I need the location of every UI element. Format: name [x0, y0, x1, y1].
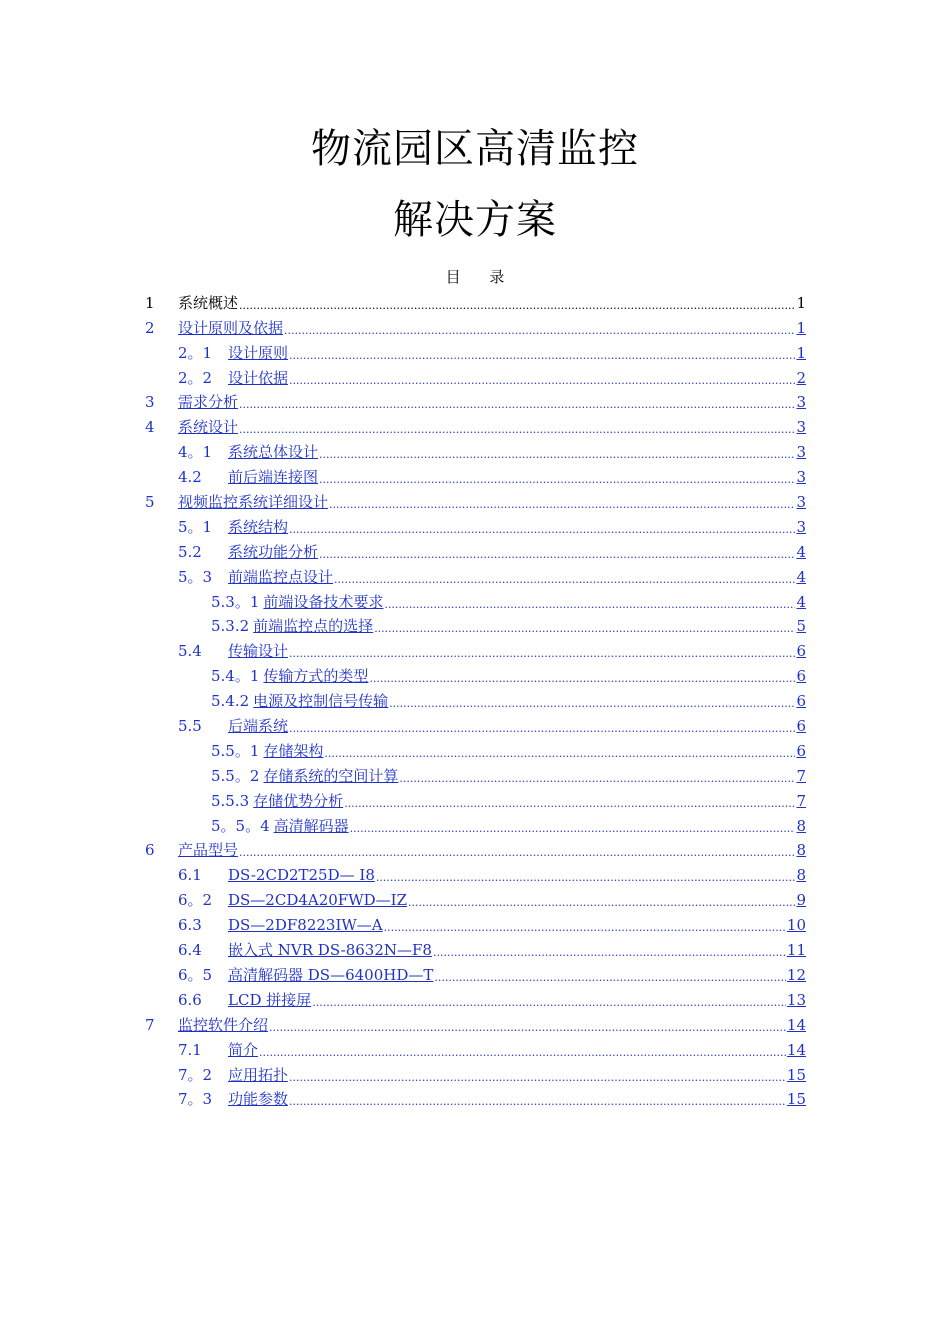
toc-entry-number: 5。5。4: [211, 816, 270, 835]
toc-entry-page-number: 14: [786, 1040, 806, 1059]
toc-entry-number: 6.4: [178, 941, 202, 960]
toc-entry[interactable]: [145, 340, 806, 365]
toc-dot-leader: [334, 567, 795, 587]
toc-heading: 目 录: [445, 268, 517, 286]
toc-entry[interactable]: [145, 987, 806, 1012]
toc-entry-number: 5.4。1: [211, 667, 260, 686]
toc-entry-number: 5.2: [178, 542, 202, 561]
toc-entry-title: 监控软件介绍: [178, 1015, 269, 1034]
toc-entry-page-number: 4: [796, 542, 806, 561]
toc-entry-title: 设计依据: [228, 368, 289, 387]
toc-dot-leader: [384, 592, 795, 612]
toc-entry-page-number: 4: [796, 592, 806, 611]
toc-dot-leader: [239, 840, 795, 860]
toc-entry-title: 系统功能分析: [228, 542, 319, 561]
toc-dot-leader: [433, 940, 786, 960]
toc-entry-number: 4: [145, 418, 155, 437]
toc-entry-number: 5.5。2: [211, 766, 260, 785]
toc-entry[interactable]: [145, 414, 806, 439]
toc-entry-page-number: 6: [796, 667, 806, 686]
toc-entry-page-number: 8: [796, 866, 806, 885]
toc-entry-number: 4.2: [178, 468, 202, 487]
toc-entry-page-number: 7: [796, 766, 806, 785]
toc-entry-page-number: 3: [796, 468, 806, 487]
toc-entry[interactable]: [145, 862, 806, 887]
toc-entry[interactable]: [145, 365, 806, 390]
table-of-contents: [145, 290, 806, 1111]
toc-entry-title: 系统概述: [178, 293, 239, 312]
toc-entry-title: 电源及控制信号传输: [253, 692, 389, 711]
toc-dot-leader: [289, 368, 795, 388]
toc-entry-title: DS—2DF8223IW—A: [228, 916, 383, 935]
toc-entry-title: DS-2CD2T25D— I8: [228, 866, 375, 885]
toc-entry-number: 5.5.3: [211, 791, 250, 810]
toc-entry[interactable]: [145, 564, 806, 589]
toc-entry[interactable]: [145, 390, 806, 415]
toc-dot-leader: [239, 417, 795, 437]
toc-entry-page-number: 1: [796, 343, 806, 362]
toc-entry-number: 5.3。1: [211, 592, 260, 611]
toc-entry[interactable]: [145, 1037, 806, 1062]
toc-dot-leader: [408, 890, 795, 910]
toc-entry[interactable]: [145, 788, 806, 813]
toc-entry-page-number: 6: [796, 741, 806, 760]
toc-entry-page-number: 3: [796, 517, 806, 536]
toc-entry-title: 需求分析: [178, 393, 239, 412]
toc-dot-leader: [389, 691, 795, 711]
toc-entry-title: 前后端连接图: [228, 468, 319, 487]
toc-entry[interactable]: [145, 1062, 806, 1087]
toc-entry-title: 简介: [228, 1040, 259, 1059]
toc-entry[interactable]: [145, 688, 806, 713]
toc-entry[interactable]: [145, 614, 806, 639]
toc-entry-number: 5。3: [178, 567, 213, 586]
toc-entry-page-number: 2: [796, 368, 806, 387]
toc-entry-number: 5.3.2: [211, 617, 250, 636]
toc-entry[interactable]: [145, 464, 806, 489]
toc-dot-leader: [384, 915, 786, 935]
toc-entry-number: 7。2: [178, 1065, 213, 1084]
toc-entry[interactable]: [145, 489, 806, 514]
document-title-line2: 解决方案: [393, 197, 557, 243]
toc-entry-number: 6。2: [178, 891, 213, 910]
toc-entry[interactable]: [145, 763, 806, 788]
toc-entry[interactable]: [145, 738, 806, 763]
toc-entry-title: 存储系统的空间计算: [263, 766, 399, 785]
toc-dot-leader: [289, 1065, 786, 1085]
toc-entry: [145, 290, 806, 315]
document-title-line1: 物流园区高清监控: [311, 126, 639, 172]
toc-entry-number: 6.6: [178, 990, 202, 1009]
toc-entry-page-number: 7: [796, 791, 806, 810]
toc-dot-leader: [324, 741, 795, 761]
toc-dot-leader: [269, 1015, 786, 1035]
toc-entry-number: 2: [145, 318, 155, 337]
toc-entry-title: 前端监控点的选择: [253, 617, 374, 636]
toc-dot-leader: [369, 666, 795, 686]
toc-entry-page-number: 3: [796, 393, 806, 412]
toc-dot-leader: [239, 392, 795, 412]
toc-entry[interactable]: [145, 1087, 806, 1112]
toc-dot-leader: [289, 641, 795, 661]
toc-entry-number: 3: [145, 393, 155, 412]
toc-entry-title: 嵌入式 NVR DS-8632N—F8: [228, 941, 432, 960]
toc-entry-page-number: 6: [796, 642, 806, 661]
toc-entry-number: 7。3: [178, 1090, 213, 1109]
toc-entry-page-number: 14: [786, 1015, 806, 1034]
toc-dot-leader: [312, 990, 786, 1010]
toc-dot-leader: [289, 1089, 786, 1109]
toc-entry-page-number: 6: [796, 692, 806, 711]
toc-entry-number: 5。1: [178, 517, 213, 536]
toc-entry-page-number: 15: [786, 1090, 806, 1109]
toc-entry-page-number: 3: [796, 418, 806, 437]
toc-entry-title: 高清解码器: [273, 816, 349, 835]
toc-entry-title: 存储架构: [263, 741, 324, 760]
toc-entry-title: 应用拓扑: [228, 1065, 289, 1084]
toc-entry-title: 传输设计: [228, 642, 289, 661]
toc-entry-title: DS—2CD4A20FWD—IZ: [228, 891, 408, 910]
toc-dot-leader: [344, 791, 795, 811]
toc-entry-page-number: 1: [796, 293, 806, 312]
toc-entry-title: 系统总体设计: [228, 443, 319, 462]
toc-dot-leader: [284, 318, 795, 338]
toc-entry-title: 传输方式的类型: [263, 667, 369, 686]
toc-entry-number: 2。1: [178, 343, 213, 362]
toc-entry-number: 6.1: [178, 866, 202, 885]
toc-entry-page-number: 9: [796, 891, 806, 910]
toc-dot-leader: [289, 343, 795, 363]
toc-entry-page-number: 5: [796, 617, 806, 636]
toc-entry-title: 存储优势分析: [253, 791, 344, 810]
toc-entry[interactable]: [145, 813, 806, 838]
toc-entry-number: 5.5: [178, 717, 202, 736]
toc-entry-page-number: 11: [786, 941, 806, 960]
toc-entry[interactable]: [145, 439, 806, 464]
toc-dot-leader: [239, 293, 795, 313]
toc-entry[interactable]: [145, 912, 806, 937]
toc-entry-number: 5: [145, 493, 155, 512]
toc-entry-title: 后端系统: [228, 717, 289, 736]
toc-entry-page-number: 4: [796, 567, 806, 586]
toc-entry[interactable]: [145, 713, 806, 738]
toc-entry-number: 7: [145, 1015, 155, 1034]
toc-entry-title: 系统结构: [228, 517, 289, 536]
toc-dot-leader: [434, 965, 786, 985]
toc-dot-leader: [374, 616, 795, 636]
toc-entry-number: 6.3: [178, 916, 202, 935]
toc-entry[interactable]: [145, 962, 806, 987]
toc-dot-leader: [259, 1040, 786, 1060]
toc-entry-title: 功能参数: [228, 1090, 289, 1109]
toc-dot-leader: [289, 517, 795, 537]
toc-entry-number: 4。1: [178, 443, 213, 462]
toc-entry-number: 5.4: [178, 642, 202, 661]
toc-entry-page-number: 1: [796, 318, 806, 337]
toc-entry-title: 高清解码器 DS—6400HD—T: [228, 965, 434, 984]
toc-entry-title: 前端设备技术要求: [263, 592, 384, 611]
toc-entry[interactable]: [145, 937, 806, 962]
toc-entry[interactable]: [145, 315, 806, 340]
toc-entry-page-number: 12: [786, 965, 806, 984]
toc-dot-leader: [399, 766, 795, 786]
toc-entry-title: 视频监控系统详细设计: [178, 493, 329, 512]
toc-entry-number: 2。2: [178, 368, 213, 387]
toc-dot-leader: [376, 865, 796, 885]
toc-entry-number: 1: [145, 293, 155, 312]
toc-entry-page-number: 13: [786, 990, 806, 1009]
toc-entry-number: 6: [145, 841, 155, 860]
toc-entry[interactable]: [145, 1012, 806, 1037]
toc-entry-number: 6。5: [178, 965, 213, 984]
toc-entry[interactable]: [145, 539, 806, 564]
toc-entry[interactable]: [145, 514, 806, 539]
toc-entry[interactable]: [145, 638, 806, 663]
toc-entry-page-number: 3: [796, 493, 806, 512]
toc-dot-leader: [350, 816, 796, 836]
toc-entry-page-number: 15: [786, 1065, 806, 1084]
toc-entry-page-number: 8: [796, 816, 806, 835]
toc-dot-leader: [319, 442, 795, 462]
toc-entry-number: 5.4.2: [211, 692, 250, 711]
toc-entry-title: 前端监控点设计: [228, 567, 334, 586]
toc-entry-page-number: 3: [796, 443, 806, 462]
toc-entry-title: 设计原则及依据: [178, 318, 284, 337]
toc-dot-leader: [319, 467, 795, 487]
toc-entry[interactable]: [145, 589, 806, 614]
toc-entry[interactable]: [145, 663, 806, 688]
toc-dot-leader: [289, 716, 795, 736]
toc-entry-page-number: 10: [786, 916, 806, 935]
toc-entry-title: 产品型号: [178, 841, 239, 860]
toc-entry-page-number: 6: [796, 717, 806, 736]
toc-entry[interactable]: [145, 838, 806, 863]
toc-entry-page-number: 8: [796, 841, 806, 860]
toc-entry-number: 7.1: [178, 1040, 202, 1059]
toc-entry-number: 5.5。1: [211, 741, 260, 760]
toc-entry-title: LCD 拼接屏: [228, 990, 312, 1009]
toc-entry[interactable]: [145, 887, 806, 912]
toc-dot-leader: [319, 542, 795, 562]
toc-entry-title: 设计原则: [228, 343, 289, 362]
toc-entry-title: 系统设计: [178, 418, 239, 437]
toc-dot-leader: [329, 492, 795, 512]
